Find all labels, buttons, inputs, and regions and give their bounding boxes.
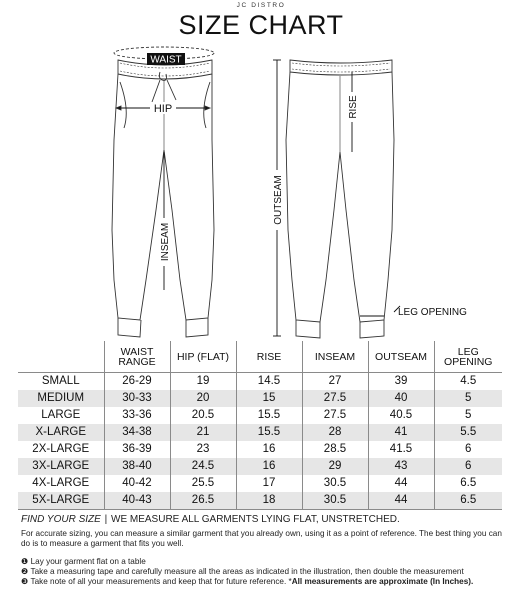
hip-label: HIP	[153, 103, 173, 115]
table-cell: 34-38	[104, 424, 170, 441]
table-header-row	[18, 341, 502, 373]
step-bullet: ❷	[21, 567, 29, 576]
table-cell: 17	[236, 475, 302, 492]
table-row	[18, 424, 502, 441]
size-name: 4X-LARGE	[32, 477, 90, 489]
table-cell: 38-40	[104, 458, 170, 475]
step-text: Take note of all your measurements and keep that for future reference. *	[30, 577, 292, 586]
table-cell: 15.5	[236, 407, 302, 424]
size-name: LARGE	[41, 409, 81, 421]
table-cell: 6	[434, 458, 502, 475]
find-your-size-text: WE MEASURE ALL GARMENTS LYING FLAT, UNSTRETCHED.	[111, 514, 400, 525]
table-cell: 15	[236, 390, 302, 407]
header-size	[18, 341, 104, 373]
size-name: 3X-LARGE	[18, 458, 104, 475]
table-cell: 18	[236, 492, 302, 510]
table-cell: 23	[170, 441, 236, 458]
table-cell: 44	[368, 475, 434, 492]
size-name: SMALL	[41, 375, 80, 387]
table-cell: 14.5	[236, 373, 302, 391]
table-cell: 27	[302, 373, 368, 391]
step-item	[21, 577, 511, 587]
table-cell: 16	[236, 441, 302, 458]
step-item	[21, 567, 511, 577]
rise-label: RISE	[348, 95, 359, 119]
size-name: 5X-LARGE	[18, 492, 104, 510]
table-cell: 15.5	[236, 424, 302, 441]
table-cell: 26.5	[170, 492, 236, 510]
table-cell: 39	[368, 373, 434, 391]
table-row	[18, 441, 502, 458]
table-cell: 40-43	[104, 492, 170, 510]
table-cell: 6.5	[434, 492, 502, 510]
table-cell: 40.5	[368, 407, 434, 424]
table-row	[18, 475, 502, 492]
table-row	[18, 407, 502, 424]
pants-illustration	[0, 40, 522, 340]
table-cell: 5	[434, 407, 502, 424]
table-cell: 16	[236, 458, 302, 475]
table-cell: 44	[368, 492, 434, 510]
brand-name: JC DISTRO	[236, 2, 286, 9]
table-cell: 41.5	[368, 441, 434, 458]
separator: |	[104, 514, 108, 525]
table-cell: 20	[170, 390, 236, 407]
find-your-size-title: FIND YOUR SIZE	[21, 514, 101, 525]
inseam-label: INSEAM	[160, 222, 171, 262]
table-cell: 40-42	[104, 475, 170, 492]
table-cell: 28	[302, 424, 368, 441]
header-outseam: OUTSEAM	[368, 341, 434, 373]
table-cell: 25.5	[170, 475, 236, 492]
table-cell: 26-29	[104, 373, 170, 391]
table-cell: 19	[170, 373, 236, 391]
table-cell: 28.5	[302, 441, 368, 458]
step-item	[21, 557, 511, 567]
page-title: SIZE CHART	[178, 10, 344, 40]
table-row	[18, 458, 502, 475]
table-cell: 30.5	[302, 492, 368, 510]
table-cell: 33-36	[104, 407, 170, 424]
step-bold-text: All measurements are approximate (In Inches).	[291, 577, 474, 586]
table-cell: 36-39	[104, 441, 170, 458]
table-cell: 41	[368, 424, 434, 441]
sizing-paragraph: For accurate sizing, you can measure a similar garment that you already own, using it as a point of reference. The best thing you can do is to measure a garment that fits you well.	[21, 529, 502, 548]
table-row	[18, 373, 502, 391]
table-cell: 40	[368, 390, 434, 407]
table-cell: 29	[302, 458, 368, 475]
table-row	[18, 390, 502, 407]
table-cell: 6.5	[434, 475, 502, 492]
step-text: Take a measuring tape and carefully measure all the areas as indicated in the illustration, then double the measurement	[30, 567, 464, 576]
table-cell: 5.5	[434, 424, 502, 441]
table-cell: 27.5	[302, 390, 368, 407]
step-text: Lay your garment flat on a table	[30, 557, 146, 566]
header-rise: RISE	[236, 341, 302, 373]
table-cell: 4.5	[434, 373, 502, 391]
size-name: MEDIUM	[18, 390, 104, 407]
table-row	[18, 492, 502, 510]
table-cell: 30-33	[104, 390, 170, 407]
table-cell: 6	[434, 441, 502, 458]
pants-back-view	[273, 60, 400, 338]
step-bullet: ❶	[21, 557, 29, 566]
steps-list	[21, 557, 511, 587]
table-cell: 30.5	[302, 475, 368, 492]
header-inseam: INSEAM	[302, 341, 368, 373]
step-bullet: ❸	[21, 577, 29, 586]
size-name: X-LARGE	[18, 424, 104, 441]
header-waist-range: WAIST RANGE	[104, 341, 170, 373]
table-cell: 21	[170, 424, 236, 441]
table-cell: 20.5	[170, 407, 236, 424]
outseam-label: OUTSEAM	[273, 175, 284, 225]
find-your-size-line	[21, 515, 511, 525]
pants-front-view	[112, 47, 214, 337]
table-cell: 43	[368, 458, 434, 475]
size-name: 2X-LARGE	[32, 443, 90, 455]
header-leg-opening: LEG OPENING	[434, 341, 502, 373]
leg-opening-label: LEG OPENING	[398, 307, 467, 318]
waist-label: WAIST	[150, 54, 182, 66]
size-chart-table	[18, 341, 502, 510]
table-cell: 5	[434, 390, 502, 407]
table-cell: 27.5	[302, 407, 368, 424]
table-cell: 24.5	[170, 458, 236, 475]
header-hip-flat: HIP (FLAT)	[170, 341, 236, 373]
notes-section	[21, 515, 511, 587]
